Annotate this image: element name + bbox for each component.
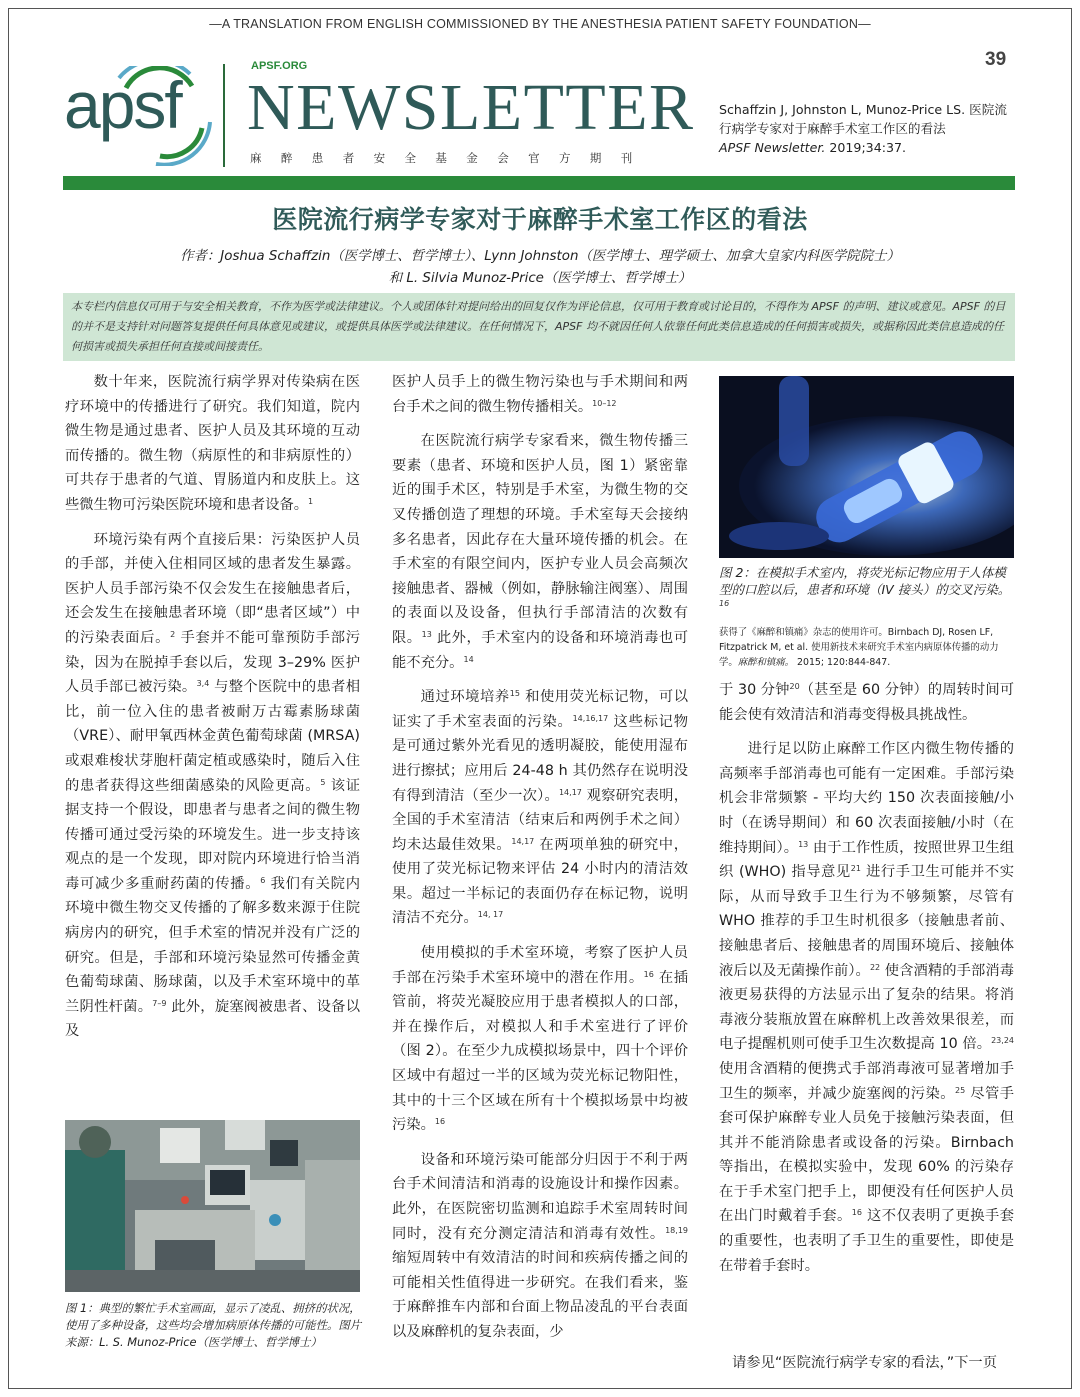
logo-text: apsf	[64, 68, 181, 142]
figure-2-caption: 图 2：在模拟手术室内，将荧光标记物应用于人体模型的口腔以后，患者和环境（IV 接头）的交叉污染。$^{16}$	[719, 565, 1011, 608]
paragraph: 使用模拟的手术室环境，考察了医护人员手部在污染手术室环境中的潜在作用。$^{16}$ 在插管前，将荧光凝胶应用于患者模拟人的口部，并在操作后，对模拟人和手术室进行了评价（图 2）。在至少九成模拟场景中，四十个评价区域中有超过一半的区域为荧光标记物阳性，其中的十三个区域在所有十个模拟场景中均被污染。$^{16}$	[392, 945, 688, 1134]
continued-link[interactable]: 请参见“医院流行病学专家的看法，”下一页	[732, 1355, 998, 1371]
disclaimer-box: 本专栏内信息仅可用于与安全相关教育，不作为医学或法律建议。个人或团体针对提问给出的回复仅作为评论信息，仅可用于教育或讨论目的，不得作为 APSF 的声明、建议或意见。APSF 的目的并不是支持针对问题答复提供任何具体意见或建议，或提供具体医学或法律建议。在任何情况下，APSF 均不就因任何人依靠任何此类信息造成的任何损害或损失，或据称因此类信息造成的任何损害或损失承担任何直接或间接责任。	[63, 293, 1015, 361]
logo-divider	[223, 64, 225, 167]
article-title: 医院流行病学专家对于麻醉手术室工作区的看法	[272, 205, 808, 234]
newsletter-title: NEWSLETTER	[247, 71, 695, 144]
apsf-logo	[64, 66, 214, 166]
translation-note: —A TRANSLATION FROM ENGLISH COMMISSIONED BY THE ANESTHESIA PATIENT SAFETY FOUNDATION—	[209, 17, 871, 31]
paragraph: 在医院流行病学专家看来，微生物传播三要素（患者、环境和医护人员，图 1）紧密靠近的围手术区，特别是手术室，为微生物的交叉传播创造了理想的环境。手术室每天会接纳多名患者，因此存在大量环境传播的机会。在手术室的有限空间内，医护专业人员会高频次接触患者、器械（例如，静脉输注阀塞）、周围的表面以及设备，但执行手部清洁的次数有限。$^{13}$ 此外，手术室内的设备和环境消毒也可能不充分。$^{14}$	[392, 433, 688, 671]
citation-year: 2019;34:37.	[825, 140, 906, 155]
authors	[80, 246, 1000, 290]
paragraph: 环境污染有两个直接后果：污染医护人员的手部，并使入住相同区域的患者发生暴露。医护人员手部污染不仅会发生在接触患者后，还会发生在接触患者环境（即“患者区域”）中的污染表面后。$^2$ 手套并不能可靠预防手部污染，因为在脱掉手套以后，发现 3–29% 医护人员手部已被污染。$^{3,4}$ 与整个医院中的患者相比，前一位入住的患者被耐万古霉素肠球菌（VRE）、耐甲氧西林金黄色葡萄球菌 (MRSA) 或艰难梭状芽胞杆菌定植或感染时，随后入住的患者获得这些细菌感染的风险更高。$^5$ 该证据支持一个假设，即患者与患者之间的微生物传播可通过受污染的环境发生。进一步支持该观点的是一个发现，即对院内环境进行恰当消毒可减少多重耐药菌的传播。$^6$ 我们有关院内环境中微生物交叉传播的了解多数来源于住院病房内的研究，但手术室的情况并没有广泛的研究。但是，手部和环境污染显然可传播金黄色葡萄球菌、肠球菌，以及手术室环境中的革兰阴性杆菌。$^{7-9}$ 此外，旋塞阀被患者、设备以及	[65, 531, 360, 1040]
fluorescent-marker-image	[719, 376, 1014, 558]
header-rule	[63, 176, 1015, 190]
paragraph: 设备和环境污染可能部分归因于不利于两台手术间清洁和消毒的设施设计和操作因素。此外，在医院密切监测和追踪手术室周转时间同时，没有充分测定清洁和消毒有效性。$^{18,19}$ 缩短周转中有效清洁的时间和疾病传播之间的可能相关性值得进一步研究。在我们看来，鉴于麻醉推车内部和台面上物品凌乱的平台表面以及麻醉机的复杂表面，少	[392, 1151, 688, 1340]
paragraph: 通过环境培养$^{15}$ 和使用荧光标记物，可以证实了手术室表面的污染。$^{14,16,17}$ 这些标记物是可通过紫外光看见的透明凝胶，能使用湿布进行擦拭；应用后 24-48 h 其仍然存在说明没有得到清洁（至少一次）。$^{14,17}$ 观察研究表明，全国的手术室清洁（结束后和两例手术之间）均未达最佳效果。$^{14,17}$ 在两项单独的研究中，使用了荧光标记物来评估 24 小时内的清洁效果。超过一半标记的表面仍存在标记物，说明清洁不充分。$^{14, 17}$	[392, 689, 688, 927]
figure-2-photo	[719, 376, 1014, 558]
column-1	[65, 370, 360, 1110]
paragraph: 于 30 分钟$^{20}$（甚至是 60 分钟）的周转时间可能会使有效清洁和消毒变得极具挑战性。	[719, 682, 1014, 723]
authors-line-1: 作者：Joshua Schaffzin（医学博士、哲学博士）、Lynn Johnston（医学博士、理学硕士、加拿大皇家内科医学院院士）	[180, 249, 900, 264]
authors-line-2: 和 L. Silvia Munoz-Price（医学博士、哲学博士）	[388, 271, 692, 286]
citation-journal: APSF Newsletter.	[719, 140, 826, 155]
figure-2-credit: 获得了《麻醉和镇痛》杂志的使用许可。Birnbach DJ, Rosen LF, Fitzpatrick M, et al. 使用新技术来研究手术室内病原体传播的动力学。麻醉和镇痛。 2015; 120:844-847.	[719, 627, 999, 668]
newsletter-subtitle: 麻醉患者安全基金会官方期刊	[250, 151, 652, 165]
paragraph: 医护人员手上的微生物污染也与手术期间和两台手术之间的微生物传播相关。$^{10-12}$	[392, 374, 688, 415]
column-3	[719, 678, 1014, 1330]
page-number: 39	[985, 49, 1007, 70]
paragraph: 进行足以防止麻醉工作区内微生物传播的高频率手部消毒也可能有一定困难。手部污染机会非常频繁 - 平均大约 150 次表面接触/小时（在诱导期间）和 60 次表面接触/小时（在维持期间）。$^{13}$ 由于工作性质，按照世界卫生组织 (WHO) 指导意见$^{21}$ 进行手卫生可能并不实际，从而导致手卫生行为不够频繁，尽管有 WHO 推荐的手卫生时机很多（接触患者前、接触患者后、接触患者的周围环境后、接触体液后以及无菌操作前）。$^{22}$ 使含酒精的手部消毒液更易获得的方法显示出了复杂的结果。将消毒液分装瓶放置在麻醉机上改善效果很差，而电子提醒机则可使手卫生次数提高 10 倍。$^{23,24}$ 使用含酒精的便携式手部消毒液可显著增加手卫生的频率，并减少旋塞阀的污染。$^{25}$ 尽管手套可保护麻醉专业人员免于接触污染表面，但其并不能消除患者或设备的污染。Birnbach 等指出，在模拟实验中，发现 60% 的污染存在于手术室门把手上，即便没有任何医护人员在出门时戴着手套。$^{16}$ 这不仅表明了更换手套的重要性，也表明了手卫生的重要性，即使是在带着手套时。	[719, 741, 1014, 1274]
column-2	[392, 370, 688, 1380]
paragraph: 数十年来，医院流行病学界对传染病在医疗环境中的传播进行了研究。我们知道，院内微生物是通过患者、医护人员及其环境的互动而传播的。微生物（病原性的和非病原性的）可共存于患者的气道、胃肠道内和皮肤上。这些微生物可污染医院环境和患者设备。$^1$	[65, 374, 360, 513]
citation-text: Schaffzin J, Johnston L, Munoz-Price LS. 医院流行病学专家对于麻醉手术室工作区的看法	[719, 102, 1007, 136]
citation	[719, 100, 1019, 157]
figure-1-photo	[65, 1120, 360, 1292]
site-link[interactable]: APSF.ORG	[251, 60, 308, 72]
figure-1-caption: 图 1：典型的繁忙手术室画面，显示了凌乱、拥挤的状况，使用了多种设备，这些均会增加病原体传播的可能性。图片来源：L. S. Munoz-Price（医学博士、哲学博士）	[65, 1301, 362, 1349]
operating-room-image	[65, 1120, 360, 1292]
